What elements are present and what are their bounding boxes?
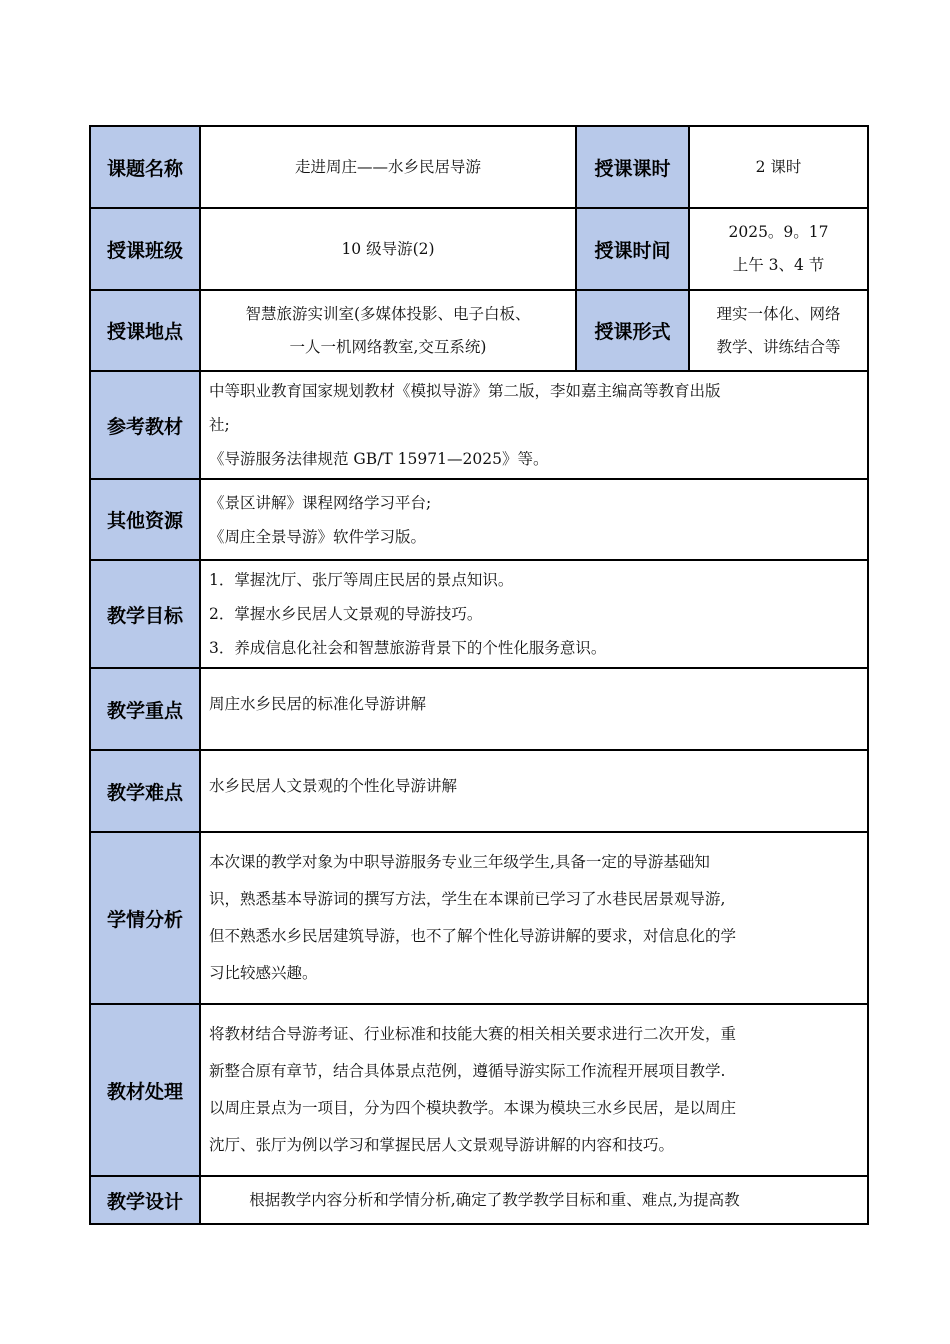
row-design <box>90 1176 868 1224</box>
hours-value: 2 课时 <box>689 126 868 208</box>
lesson-plan-table <box>89 125 869 1225</box>
processing-line: 沈厅、张厅为例以学习和掌握民居人文景观导游讲解的内容和技巧。 <box>209 1136 675 1154</box>
resources-value <box>200 479 868 560</box>
row-place <box>90 290 868 371</box>
processing-label: 教材处理 <box>90 1004 200 1176</box>
resource-line: 《景区讲解》课程网络学习平台; <box>209 493 432 512</box>
class-label: 授课班级 <box>90 208 200 290</box>
form-line-2: 教学、讲练结合等 <box>716 337 841 356</box>
textbook-line: 《导游服务法律规范 GB/T 15971—2025》等。 <box>209 450 549 468</box>
row-goals <box>90 560 868 668</box>
design-value: 根据教学内容分析和学情分析,确定了教学教学目标和重、难点,为提高教 <box>200 1176 868 1224</box>
key-label: 教学重点 <box>90 668 200 750</box>
goals-label: 教学目标 <box>90 560 200 668</box>
goals-value <box>200 560 868 668</box>
class-value: 10 级导游(2) <box>200 208 576 290</box>
processing-line: 以周庄景点为一项目，分为四个模块教学。本课为模块三水乡民居，是以周庄 <box>209 1099 737 1117</box>
time-date: 2025。9。17 <box>728 223 829 241</box>
topic-value: 走进周庄——水乡民居导游 <box>200 126 576 208</box>
time-label: 授课时间 <box>576 208 689 290</box>
analysis-line: 识，熟悉基本导游词的撰写方法，学生在本课前已学习了水巷民居景观导游, <box>209 890 726 908</box>
analysis-line: 但不熟悉水乡民居建筑导游，也不了解个性化导游讲解的要求，对信息化的学 <box>209 927 737 945</box>
place-line-2: 一人一机网络教室,交互系统) <box>289 337 487 356</box>
processing-line: 将教材结合导游考证、行业标准和技能大赛的相关相关要求进行二次开发，重 <box>209 1025 737 1043</box>
textbook-label: 参考教材 <box>90 371 200 479</box>
time-value <box>689 208 868 290</box>
design-label: 教学设计 <box>90 1176 200 1224</box>
textbook-line: 中等职业教育国家规划教材《模拟导游》第二版，李如嘉主编高等教育出版 <box>209 382 721 400</box>
analysis-line: 本次课的教学对象为中职导游服务专业三年级学生,具备一定的导游基础知 <box>209 853 710 871</box>
goal-item: 1．掌握沈厅、张厅等周庄民居的景点知识。 <box>209 571 514 589</box>
goal-item: 3．养成信息化社会和智慧旅游背景下的个性化服务意识。 <box>209 639 607 657</box>
goal-item: 2．掌握水乡民居人文景观的导游技巧。 <box>209 605 483 623</box>
place-value <box>200 290 576 371</box>
topic-label: 课题名称 <box>90 126 200 208</box>
textbook-line: 社; <box>209 416 230 434</box>
key-value: 周庄水乡民居的标准化导游讲解 <box>200 668 868 750</box>
form-line-1: 理实一体化、网络 <box>716 304 841 323</box>
form-label: 授课形式 <box>576 290 689 371</box>
place-line-1: 智慧旅游实训室(多媒体投影、电子白板、 <box>245 304 531 323</box>
form-value <box>689 290 868 371</box>
row-resources <box>90 479 868 560</box>
place-label: 授课地点 <box>90 290 200 371</box>
hours-label: 授课课时 <box>576 126 689 208</box>
time-period: 上午 3、4 节 <box>732 256 825 274</box>
row-textbook <box>90 371 868 479</box>
row-processing <box>90 1004 868 1176</box>
analysis-value <box>200 832 868 1004</box>
processing-line: 新整合原有章节，结合具体景点范例，遵循导游实际工作流程开展项目教学. <box>209 1062 726 1080</box>
difficulty-label: 教学难点 <box>90 750 200 832</box>
processing-value <box>200 1004 868 1176</box>
difficulty-value: 水乡民居人文景观的个性化导游讲解 <box>200 750 868 832</box>
resource-line: 《周庄全景导游》软件学习版。 <box>209 527 427 546</box>
resources-label: 其他资源 <box>90 479 200 560</box>
row-topic <box>90 126 868 208</box>
analysis-line: 习比较感兴趣。 <box>209 964 318 982</box>
analysis-label: 学情分析 <box>90 832 200 1004</box>
textbook-value <box>200 371 868 479</box>
row-key-point <box>90 668 868 750</box>
row-difficulty <box>90 750 868 832</box>
row-class <box>90 208 868 290</box>
row-analysis <box>90 832 868 1004</box>
